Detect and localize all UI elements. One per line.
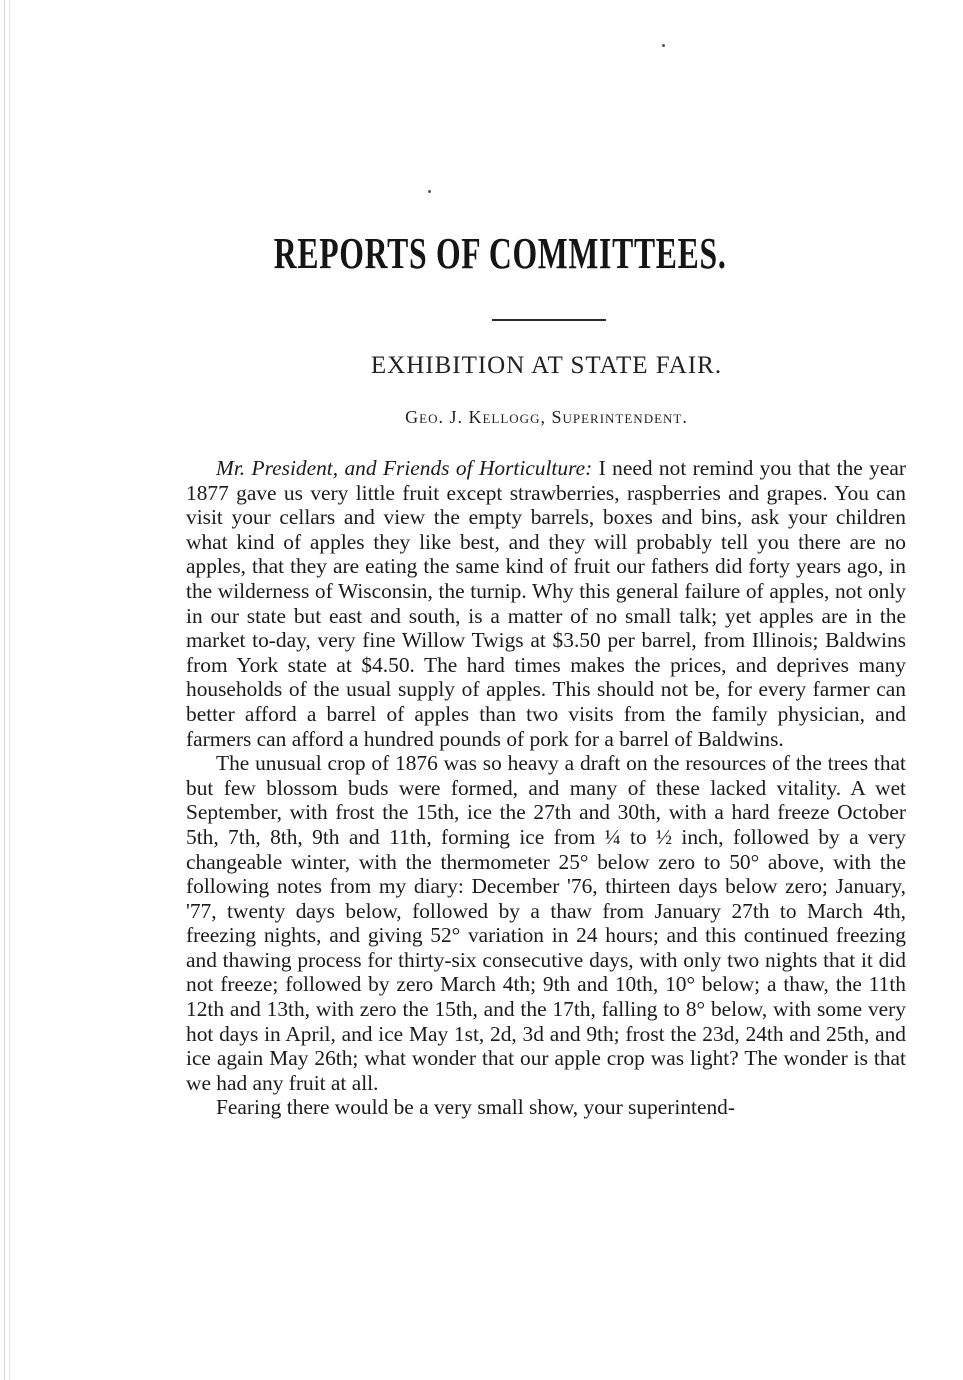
paragraph-1-text: I need not remind you that the year 1877 gave us very little fruit except strawberries, raspberries and grapes. You can visit your cellars and view the empty barrels, boxes and bins, ask your children what kind of apples they like best, and they will probably tell you there are no apples, that they are eating the same kind of fruit our fathers did forty years ago, in the wilderness of Wisconsin, the turnip. Why this general failure of apples, not only in our state but east and south, is a matter of no small talk; yet apples are in the market to-day, very fine Willow Twigs at $3.50 per barrel, from Illinois; Baldwins from York state at $4.50. The hard times makes the prices, and deprives many households of the usual supply of apples. This should not be, for every farmer can better afford a barrel of apples than two visits from the family physician, and farmers can afford a hundred pounds of pork for a barrel of Baldwins. bbox=[186, 456, 906, 751]
paragraph-1 bbox=[186, 456, 906, 751]
ink-speck bbox=[662, 44, 665, 47]
byline-name: Geo. J. Kellogg, bbox=[405, 407, 546, 427]
page-edge-left-inner bbox=[9, 0, 10, 1380]
page-title: REPORTS OF COMMITTEES. bbox=[273, 229, 727, 278]
salutation: Mr. President, and Friends of Horticulture: bbox=[216, 456, 593, 480]
paragraph-2: The unusual crop of 1876 was so heavy a draft on the resources of the trees that but few blossom buds were formed, and many of these lacked vitality. A wet September, with frost the 15th, ice the 27th and 30th, with a hard freeze October 5th, 7th, 8th, 9th and 11th, forming ice from ¼ to ½ inch, followed by a very changeable winter, with the thermometer 25° below zero to 50° above, with the following notes from my diary: December '76, thirteen days below zero; January, '77, twenty days below, followed by a thaw from January 27th to March 4th, freezing nights, and giving 52° variation in 24 hours; and this continued freezing and thawing process for thirty-six consecutive days, with only two nights that it did not freeze; followed by zero March 4th; 9th and 10th, 10° below; a thaw, the 11th 12th and 13th, with zero the 15th, and the 17th, falling to 8° below, with some very hot days in April, and ice May 1st, 2d, 3d and 9th; frost the 23d, 24th and 25th, and ice again May 26th; what wonder that our apple crop was light? The wonder is that we had any fruit at all. bbox=[186, 751, 906, 1095]
section-title: EXHIBITION AT STATE FAIR. bbox=[370, 352, 723, 379]
page-edge-left bbox=[4, 0, 5, 1380]
title-divider bbox=[492, 319, 606, 321]
paragraph-3: Fearing there would be a very small show, your superintend- bbox=[216, 1095, 735, 1120]
ink-speck bbox=[428, 190, 431, 193]
report-body bbox=[186, 456, 906, 1120]
byline bbox=[0, 407, 963, 428]
byline-role: Superintendent. bbox=[551, 407, 688, 427]
